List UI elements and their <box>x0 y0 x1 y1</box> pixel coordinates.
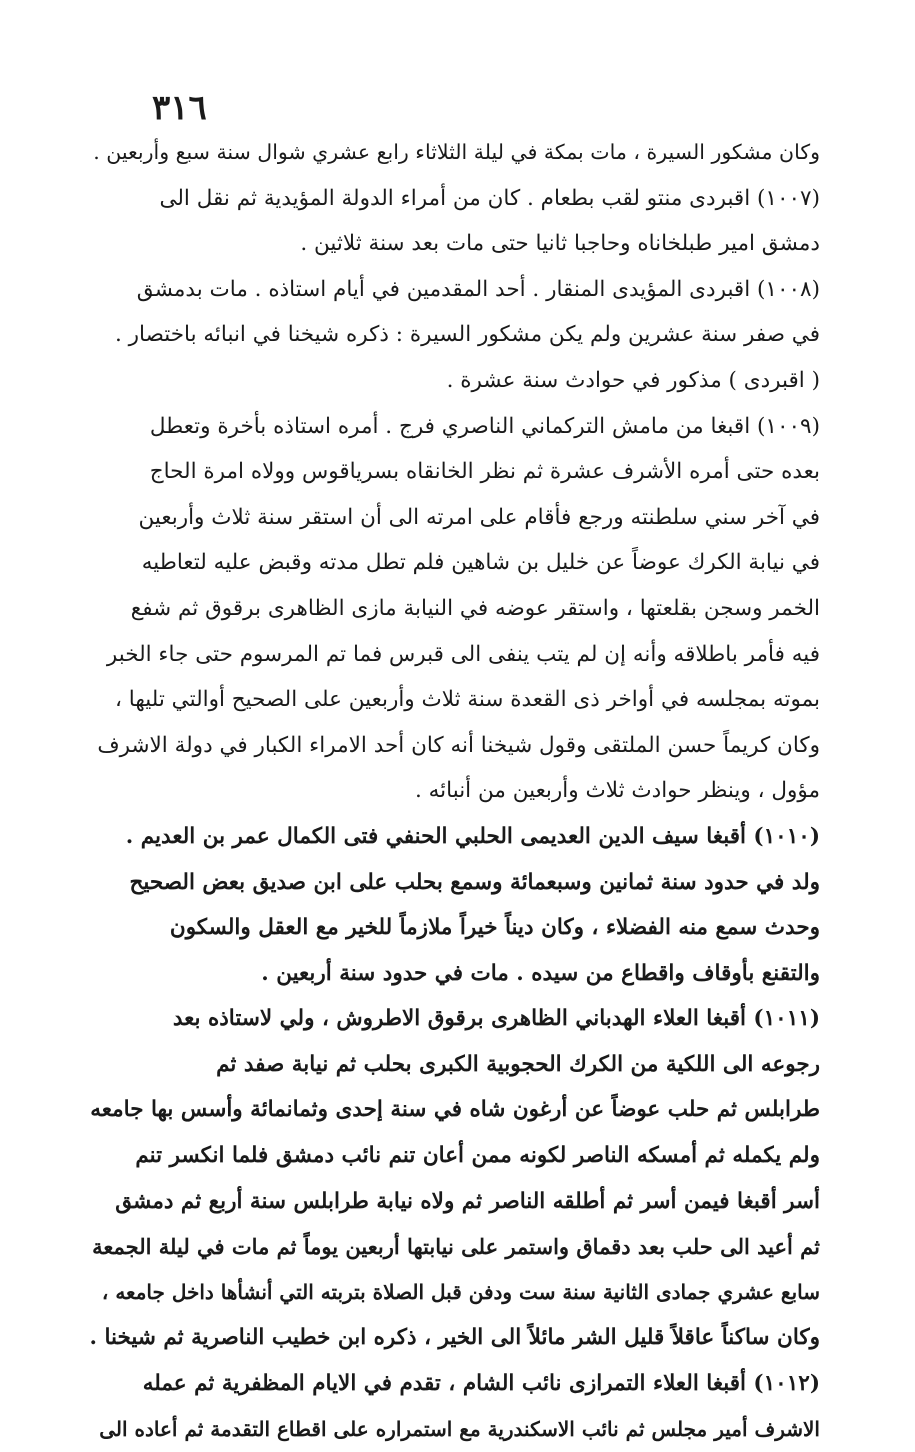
text-line: بموته بمجلسه في أواخر ذى القعدة سنة ثلاث وأربعين على الصحيح أوالتي تليها ، <box>115 687 820 713</box>
text-line: مؤول ، وينظر حوادث ثلاث وأربعين من أنبائه . <box>414 778 820 804</box>
text-line: وكان مشكور السيرة ، مات بمكة في ليلة الثلاثاء رابع عشري شوال سنة سبع وأربعين . <box>93 140 820 164</box>
text-line: وكان ساكناً عاقلاً قليل الشر مائلاً الى الخير ، ذكره ابن خطيب الناصرية ثم شيخنا . <box>90 1325 820 1351</box>
text-line: في صفر سنة عشرين ولم يكن مشكور السيرة : ذكره شيخنا في انبائه باختصار . <box>115 322 820 348</box>
text-line: بعده حتى أمره الأشرف عشرة ثم نظر الخانقاه بسرياقوس وولاه امرة الحاج <box>149 459 820 485</box>
text-line: والتقنع بأوقاف واقطاع من سيده . مات في حدود سنة أربعين . <box>261 960 820 986</box>
text-line: أسر أقبغا فيمن أسر ثم أطلقه الناصر ثم ولاه نيابة طرابلس سنة أربع ثم دمشق <box>115 1188 820 1214</box>
text-line: (١٠١١) أقبغا العلاء الهدباني الظاهرى برقوق الاطروش ، ولي لاستاذه بعد <box>172 1006 820 1032</box>
text-line: سابع عشري جمادى الثانية سنة ست ودفن قبل الصلاة بتربته التي أنشأها داخل جامعه ، <box>101 1279 820 1304</box>
text-line: (١٠٠٩) اقبغا من مامش التركماني الناصري فرج . أمره استاذه بأخرة وتعطل <box>149 413 820 439</box>
text-line: (١٠٠٨) اقبردى المؤيدى المنقار . أحد المقدمين في أيام استاذه . مات بدمشق <box>136 276 820 302</box>
text-line: الاشرف أمير مجلس ثم نائب الاسكندرية مع استمراره على اقطاع التقدمة ثم أعاده الى <box>99 1416 820 1441</box>
text-line: في آخر سني سلطنته ورجع فأقام على امرته الى أن استقر سنة ثلاث وأربعين <box>138 504 820 530</box>
text-line: في نيابة الكرك عوضاً عن خليل بن شاهين فلم تطل مدته وقبض عليه لتعاطيه <box>141 550 820 576</box>
text-line: فيه فأمر باطلاقه وأنه إن لم يتب ينفى الى قبرس فما تم المرسوم حتى جاء الخبر <box>106 641 820 667</box>
text-line: (١٠٠٧) اقبردى منتو لقب بطعام . كان من أمراء الدولة المؤيدية ثم نقل الى <box>159 185 820 211</box>
body-text <box>90 130 820 1452</box>
text-line: وكان كريماً حسن الملتقى وقول شيخنا أنه كان أحد الامراء الكبار في دولة الاشرف <box>97 732 820 758</box>
text-line: (١٠١٢) أقبغا العلاء التمرازى نائب الشام ، تقدم في الايام المظفرية ثم عمله <box>142 1371 820 1397</box>
text-line: ثم أعيد الى حلب بعد دقماق واستمر على نيابتها أربعين يوماً ثم مات في ليلة الجمعة <box>92 1234 820 1260</box>
text-line: ولم يكمله ثم أمسكه الناصر لكونه ممن أعان تنم نائب دمشق فلما انكسر تنم <box>135 1143 820 1169</box>
text-line: ولد في حدود سنة ثمانين وسبعمائة وسمع بحلب على ابن صديق بعض الصحيح <box>129 869 820 895</box>
text-line: (١٠١٠) أقبغا سيف الدين العديمى الحلبي الحنفي فتى الكمال عمر بن العديم . <box>125 823 820 849</box>
text-line: رجوعه الى اللكية من الكرك الحجوبية الكبرى بحلب ثم نيابة صفد ثم <box>216 1051 820 1077</box>
page-number: ٣١٦ <box>152 88 207 128</box>
text-line: وحدث سمع منه الفضلاء ، وكان ديناً خيراً ملازماً للخير مع العقل والسكون <box>169 915 820 941</box>
text-line: ( اقبردى ) مذكور في حوادث سنة عشرة . <box>446 367 820 393</box>
text-line: طرابلس ثم حلب عوضاً عن أرغون شاه في سنة إحدى وثمانمائة وأسس بها جامعه <box>90 1097 820 1123</box>
text-line: الخمر وسجن بقلعتها ، واستقر عوضه في النيابة مازى الظاهرى برقوق ثم شفع <box>130 595 820 621</box>
text-line: دمشق امير طبلخاناه وحاجبا ثانيا حتى مات بعد سنة ثلاثين . <box>300 231 820 257</box>
